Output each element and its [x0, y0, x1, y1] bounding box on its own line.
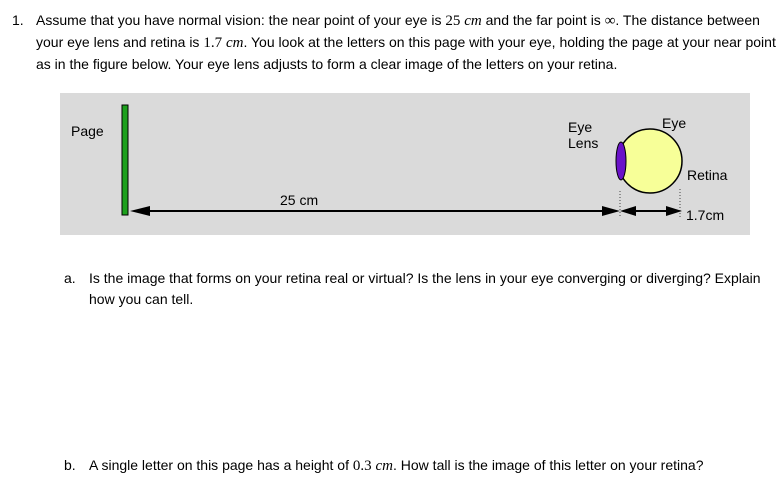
label-page: Page [71, 123, 104, 139]
part-a-text: Is the image that forms on your retina real or virtual? Is the lens in your eye converging or diverging? Explain how you can tell. [89, 270, 761, 307]
label-retina-distance: 1.7cm [686, 207, 725, 223]
question-intro-d: . You look at the letters on this page with your eye, holding the page at your near point as in the figure below. Your eye lens adjusts to form a clear image of the letters on your retina. [36, 34, 776, 72]
distance-arrow-right-head [602, 206, 620, 216]
far-point-value: ∞ [604, 13, 616, 29]
eye-diagram [60, 93, 750, 235]
retina-arrow-left-head [620, 206, 636, 216]
part-b-text-a: A single letter on this page has a height of [89, 457, 353, 473]
eye-lens-shape [616, 142, 626, 180]
letter-height-unit: cm [375, 458, 393, 474]
question-text [36, 10, 780, 75]
question-intro-a: Assume that you have normal vision: the near point of your eye is [36, 12, 446, 28]
distance-arrow-left-head [130, 206, 150, 216]
page-bar [122, 105, 128, 215]
near-point-value: 25 [445, 13, 461, 29]
lens-retina-unit: cm [225, 35, 244, 51]
label-eye: Eye [662, 115, 687, 131]
part-a-letter: a. [64, 270, 76, 286]
diagram-graphics [60, 93, 750, 235]
label-eye-lens: Eye Lens [568, 119, 599, 151]
eyeball [618, 129, 682, 193]
part-b-text [89, 455, 780, 477]
near-point-unit: cm [464, 13, 482, 29]
label-retina: Retina [687, 167, 728, 183]
letter-height-value: 0.3 [352, 458, 372, 474]
lens-retina-value: 1.7 [203, 35, 223, 51]
part-b-text-b: . How tall is the image of this letter on your retina? [393, 457, 704, 473]
question-number: 1. [12, 12, 24, 28]
question-intro-b: and the far point is [481, 12, 605, 28]
label-distance: 25 cm [280, 192, 319, 208]
part-b-letter: b. [64, 457, 76, 473]
question-intro-c: . The distance between your eye lens and retina is [36, 12, 760, 50]
